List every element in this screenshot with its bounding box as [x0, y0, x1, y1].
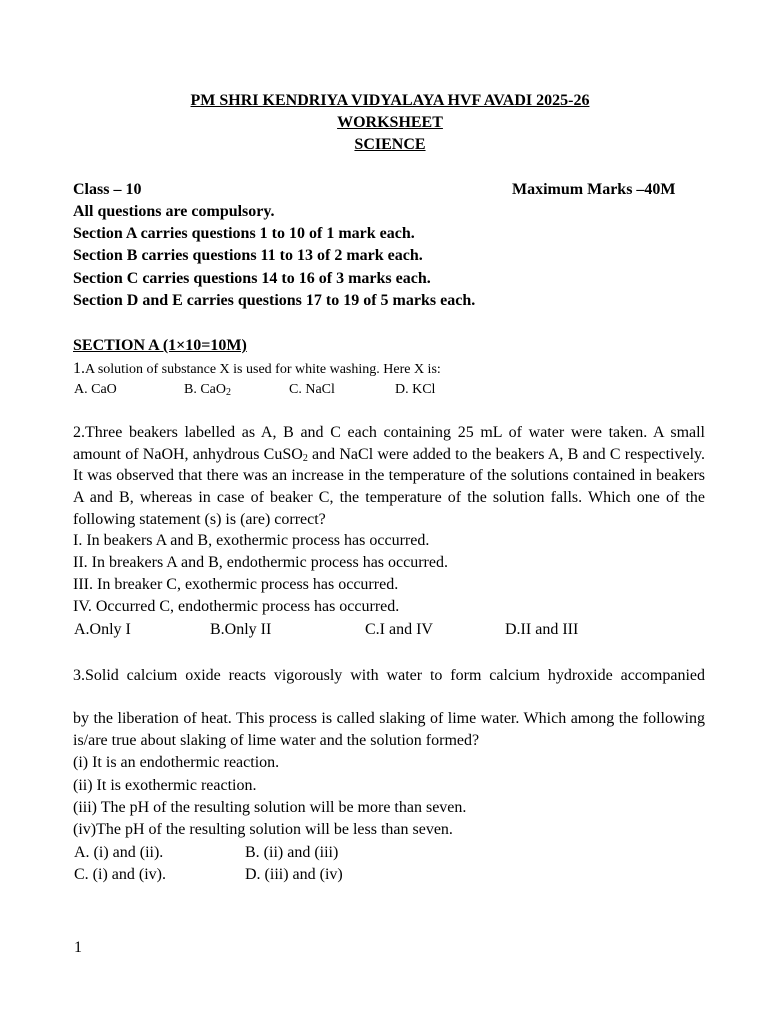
question-3-line-2: by the liberation of heat. This process is called slaking of lime water. Which among the following is/are true about slaking of lime water and the solution formed? [73, 710, 705, 749]
subject-title: SCIENCE [354, 136, 426, 153]
worksheet-title: WORKSHEET [337, 114, 443, 131]
section-a-title: SECTION A (1×10=10M) [73, 337, 247, 354]
question-text: A solution of substance X is used for white washing. Here X is: [85, 362, 441, 377]
school-title: PM SHRI KENDRIYA VIDYALAYA HVF AVADI 2025-26 [190, 92, 590, 109]
page-number: 1 [74, 939, 82, 956]
instruction-line: All questions are compulsory. [73, 203, 275, 220]
q2-statement: III. In breaker C, exothermic process has occurred. [73, 576, 399, 593]
question-3-line-1: 3.Solid calcium oxide reacts vigorously with water to form calcium hydroxide accompanied [73, 667, 705, 684]
question-1 [73, 358, 441, 381]
q1-option-d: D. KCl [395, 382, 436, 397]
q2-option-d: D.II and III [505, 621, 579, 638]
question-number: 1. [73, 360, 85, 377]
q2-statement: IV. Occurred C, endothermic process has occurred. [73, 598, 400, 615]
q1-option-c: C. NaCl [289, 382, 335, 397]
max-marks: Maximum Marks –40M [512, 181, 676, 198]
instruction-line: Section B carries questions 11 to 13 of 2 mark each. [73, 247, 423, 264]
q2-statement: II. In breakers A and B, endothermic process has occurred. [73, 554, 448, 571]
q3-option-d: D. (iii) and (iv) [245, 866, 343, 883]
q3-option-b: B. (ii) and (iii) [245, 844, 339, 861]
class-label: Class – 10 [73, 181, 142, 198]
q3-option-a: A. (i) and (ii). [74, 844, 164, 861]
q3-statement: (ii) It is exothermic reaction. [73, 777, 257, 794]
q1-option-b: B. CaO$_2$ [184, 382, 231, 398]
q3-option-c: C. (i) and (iv). [74, 866, 166, 883]
instruction-line: Section A carries questions 1 to 10 of 1 mark each. [73, 225, 415, 242]
q2-option-a: A.Only I [74, 621, 131, 638]
q2-option-b: B.Only II [210, 621, 272, 638]
q3-statement: (i) It is an endothermic reaction. [73, 754, 280, 771]
q2-statement: I. In beakers A and B, exothermic process has occurred. [73, 532, 430, 549]
q1-option-a: A. CaO [74, 382, 117, 397]
q2-option-c: C.I and IV [365, 621, 433, 638]
question-2-text: 2.Three beakers labelled as A, B and C each containing 25 mL of water were taken. A small amount of NaOH, anhydrous CuSO$_2$ and NaCl were added to the beakers A, B and C respectively. It was observed that there was an increase in the temperature of the solutions contained in beakers A and B, whereas in case of beaker C, the temperature of the solution falls. Which one of the following statement (s) is (are) correct? [73, 424, 706, 528]
q3-statement: (iv)The pH of the resulting solution will be less than seven. [73, 821, 453, 838]
instruction-line: Section D and E carries questions 17 to 19 of 5 marks each. [73, 292, 476, 309]
instruction-line: Section C carries questions 14 to 16 of 3 marks each. [73, 270, 431, 287]
q3-statement: (iii) The pH of the resulting solution will be more than seven. [73, 799, 467, 816]
